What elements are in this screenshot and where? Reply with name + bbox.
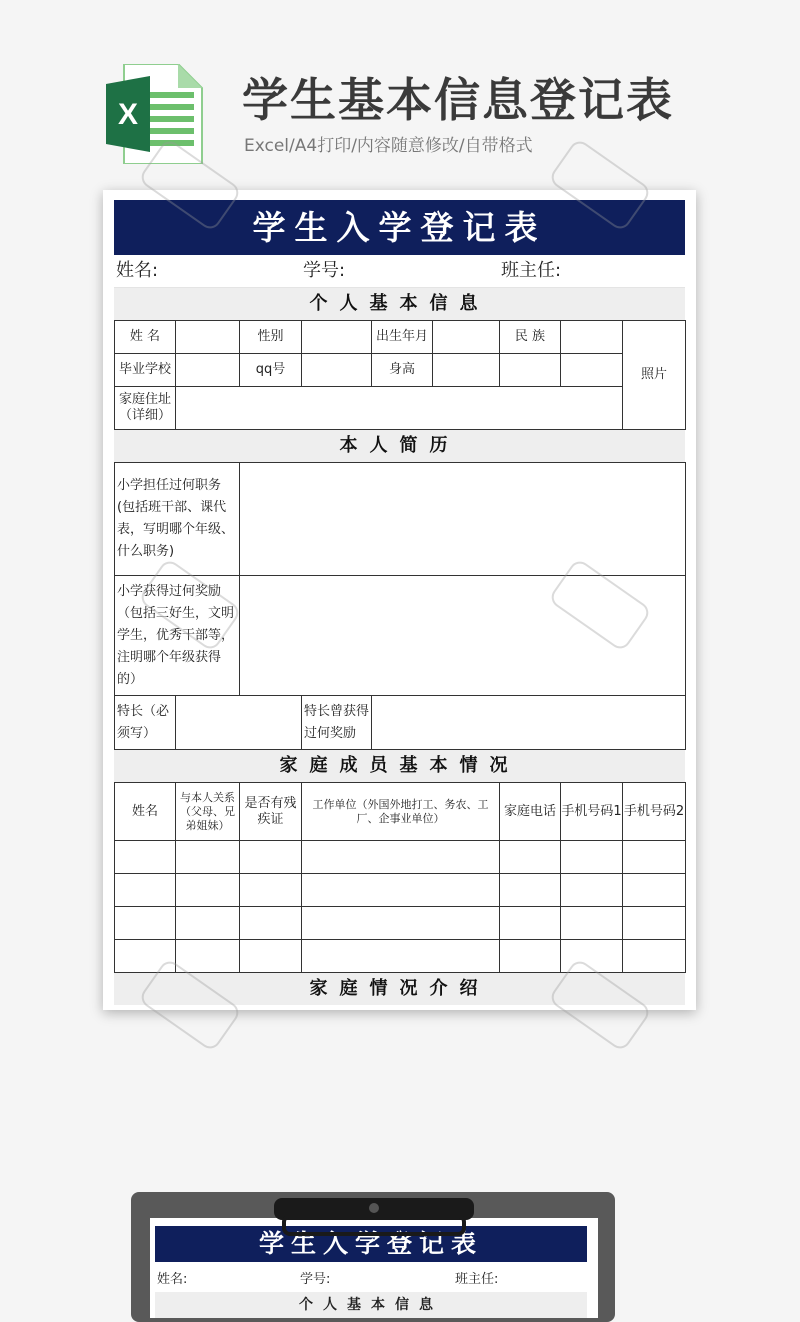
family-cell[interactable] — [500, 841, 561, 874]
info-line — [114, 255, 685, 288]
preview-name-label: 姓名: — [157, 1272, 188, 1287]
resume-table — [114, 462, 686, 750]
excel-file-icon — [106, 64, 204, 164]
height-label: 身高 — [372, 354, 433, 387]
page-subtitle: Excel/A4打印/内容随意修改/自带格式 — [244, 136, 533, 156]
gender-label: 性别 — [240, 321, 302, 354]
talent-award-cell[interactable] — [372, 696, 686, 750]
preview-banner: 学生入学登记表 — [155, 1226, 587, 1262]
clipboard-clip-icon — [270, 1196, 478, 1242]
ethnic-cell[interactable] — [561, 321, 623, 354]
family-cell[interactable] — [561, 841, 623, 874]
ethnic-label: 民 族 — [500, 321, 561, 354]
preview-teacher-label: 班主任: — [455, 1272, 499, 1287]
qq-label: qq号 — [240, 354, 302, 387]
birth-cell[interactable] — [433, 321, 500, 354]
school-label: 毕业学校 — [115, 354, 176, 387]
family-cell[interactable] — [240, 841, 302, 874]
section-family: 家庭成员基本情况 — [114, 750, 685, 782]
family-cell[interactable] — [561, 940, 623, 973]
student-id-label: 学号: — [301, 255, 371, 288]
qq-cell[interactable] — [302, 354, 372, 387]
duty-cell[interactable] — [240, 463, 686, 576]
family-cell[interactable] — [500, 874, 561, 907]
student-id-value[interactable] — [371, 255, 432, 288]
col-mobile-1: 手机号码1 — [561, 783, 623, 841]
family-cell[interactable] — [115, 874, 176, 907]
address-cell[interactable] — [176, 387, 623, 430]
address-label: 家庭住址（详细） — [115, 387, 176, 430]
family-cell[interactable] — [240, 907, 302, 940]
family-cell[interactable] — [302, 841, 500, 874]
registration-sheet — [114, 200, 685, 1005]
family-cell[interactable] — [623, 841, 686, 874]
section-family-intro: 家庭情况介绍 — [114, 973, 685, 1005]
family-cell[interactable] — [176, 841, 240, 874]
teacher-label: 班主任: — [499, 255, 622, 288]
talent-cell[interactable] — [176, 696, 302, 750]
family-cell[interactable] — [500, 940, 561, 973]
excel-icon-letter: X — [117, 98, 139, 131]
col-work: 工作单位（外国外地打工、务农、工厂、企事业单位） — [302, 783, 500, 841]
col-relation: 与本人关系（父母、兄弟姐妹） — [176, 783, 240, 841]
family-cell[interactable] — [115, 940, 176, 973]
talent-award-label: 特长曾获得过何奖励 — [302, 696, 372, 750]
family-cell[interactable] — [240, 874, 302, 907]
section-resume: 本人简历 — [114, 430, 685, 462]
gender-cell[interactable] — [302, 321, 372, 354]
blank-cell[interactable] — [500, 354, 561, 387]
family-cell[interactable] — [500, 907, 561, 940]
family-cell[interactable] — [561, 907, 623, 940]
school-cell[interactable] — [176, 354, 240, 387]
teacher-value[interactable] — [622, 255, 685, 288]
family-cell[interactable] — [623, 907, 686, 940]
page-title: 学生基本信息登记表 — [242, 73, 674, 127]
info-blank — [432, 255, 499, 288]
family-cell[interactable] — [623, 940, 686, 973]
preview-section-title: 个人基本信息 — [155, 1292, 587, 1318]
family-cell[interactable] — [302, 874, 500, 907]
name-value[interactable] — [175, 255, 239, 288]
family-cell[interactable] — [623, 874, 686, 907]
info-blank — [239, 255, 301, 288]
section-personal-info: 个人基本信息 — [114, 288, 685, 320]
name-field-label: 姓 名 — [115, 321, 176, 354]
duty-label: 小学担任过何职务(包括班干部、课代表，写明哪个年级、什么职务) — [115, 463, 240, 576]
photo-cell[interactable]: 照片 — [623, 321, 686, 430]
talent-label: 特长（必须写） — [115, 696, 176, 750]
name-label: 姓名: — [114, 255, 175, 288]
personal-info-table — [114, 320, 686, 430]
family-cell[interactable] — [176, 874, 240, 907]
preview-id-label: 学号: — [300, 1272, 331, 1287]
height-cell[interactable] — [433, 354, 500, 387]
name-cell[interactable] — [176, 321, 240, 354]
sheet-banner: 学生入学登记表 — [114, 200, 685, 255]
col-disabled: 是否有残疾证 — [240, 783, 302, 841]
birth-label: 出生年月 — [372, 321, 433, 354]
award-cell[interactable] — [240, 576, 686, 696]
family-cell[interactable] — [176, 940, 240, 973]
preview-info-line — [155, 1268, 587, 1288]
family-cell[interactable] — [302, 940, 500, 973]
family-cell[interactable] — [115, 841, 176, 874]
family-cell[interactable] — [176, 907, 240, 940]
family-cell[interactable] — [240, 940, 302, 973]
family-table — [114, 782, 686, 973]
family-cell[interactable] — [302, 907, 500, 940]
col-home-phone: 家庭电话 — [500, 783, 561, 841]
family-cell[interactable] — [561, 874, 623, 907]
sheet-preview-card — [103, 190, 696, 1010]
blank-cell[interactable] — [561, 354, 623, 387]
award-label: 小学获得过何奖励（包括三好生，文明学生，优秀干部等，注明哪个年级获得的） — [115, 576, 240, 696]
col-mobile-2: 手机号码2 — [623, 783, 686, 841]
family-cell[interactable] — [115, 907, 176, 940]
col-name: 姓名 — [115, 783, 176, 841]
